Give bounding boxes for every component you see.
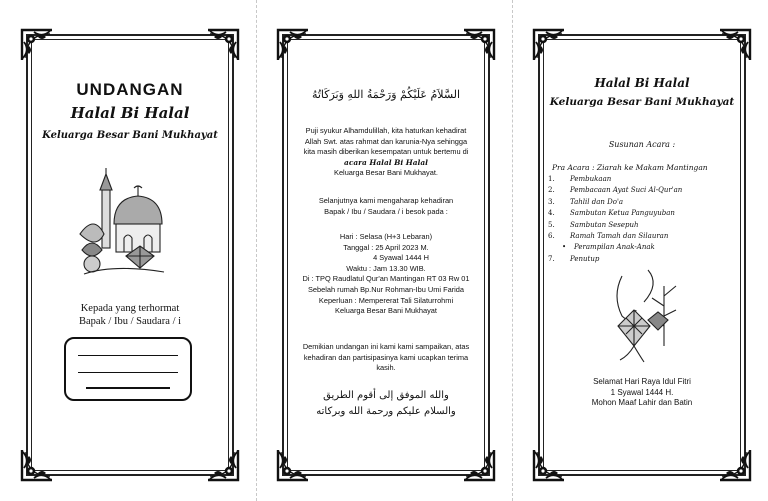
corner-ornament-icon <box>206 28 240 62</box>
agenda-item <box>548 174 728 185</box>
corner-ornament-icon <box>20 448 54 482</box>
schedule-day: Hari : Selasa (H+3 Lebaran) <box>339 232 433 241</box>
agenda-item <box>548 208 728 219</box>
schedule-date: Tanggal : 25 April 2023 M. <box>343 242 429 252</box>
agenda-item-text: Perampilan Anak-Anak <box>574 243 655 252</box>
closing-arabic-line: والسلام عليكم ورحمة الله وبركاته <box>316 406 456 417</box>
letter-closing-line: kasih. <box>376 363 396 373</box>
corner-ornament-icon <box>532 448 566 482</box>
agenda-item-text: Sambutan Ketua Panguyuban <box>570 209 675 218</box>
recipient-label-line1: Kepada yang terhormat <box>80 303 180 314</box>
cover-event-title: Halal Bi Halal <box>70 104 190 122</box>
agenda-item-number: 4. <box>548 209 555 218</box>
letter-intro-line: Puji syukur Alhamdulillah, kita haturkan kehadirat <box>305 126 467 135</box>
agenda-item <box>548 254 728 265</box>
agenda-item <box>548 220 728 231</box>
letter-intro-line: kita masih diberikan kesempatan untuk bertemu di <box>303 147 469 157</box>
address-line <box>78 372 178 373</box>
agenda-item-number: 1. <box>548 175 555 183</box>
corner-ornament-icon <box>718 448 752 482</box>
letter-request-line: Selanjutnya kami mengaharap kehadiran <box>318 196 454 205</box>
agenda-item-text: Pembacaan Ayat Suci Al-Qur'an <box>570 186 683 195</box>
address-line <box>78 355 178 356</box>
agenda-item-text: Tahlil dan Do'a <box>570 197 624 206</box>
letter-intro <box>282 126 490 179</box>
schedule-hijri: 4 Syawal 1444 H <box>373 253 429 263</box>
agenda-item-text: Pembukaan <box>570 175 612 183</box>
agenda-item <box>548 231 728 242</box>
corner-ornament-icon <box>462 28 496 62</box>
schedule-purpose: Keluarga Besar Bani Mukhayat <box>335 306 437 316</box>
agenda-item-number: 2. <box>548 186 555 195</box>
corner-ornament-icon <box>206 448 240 482</box>
agenda-event-title: Halal Bi Halal <box>594 76 690 90</box>
mosque-illustration-icon <box>74 164 178 282</box>
eid-greeting-line: Mohon Maaf Lahir dan Batin <box>591 398 693 407</box>
ketupat-illustration-icon <box>604 266 684 366</box>
agenda-item <box>548 185 728 196</box>
letter-intro-line: acara Halal Bi Halal <box>344 157 428 167</box>
agenda-item-number: 6. <box>548 232 555 241</box>
letter-intro-line: Keluarga Besar Bani Mukhayat. <box>334 168 438 178</box>
agenda-item-number: 5. <box>548 220 555 229</box>
agenda-item-text: Ramah Tamah dan Silauran <box>570 232 669 241</box>
agenda-pre-event: Pra Acara : Ziarah ke Makam Mantingan <box>552 163 708 172</box>
cover-title: UNDANGAN <box>76 80 184 99</box>
agenda-heading: Susunan Acara : <box>608 140 676 149</box>
letter-intro-line: Allah Swt. atas rahmat dan karunia-Nya sehingga <box>304 136 468 146</box>
corner-ornament-icon <box>462 448 496 482</box>
letter-closing-line: kehadiran dan partisipasinya kami ucapkan terima <box>303 352 469 362</box>
letter-closing-line: Demikian undangan ini kami kami sampaikan, atas <box>302 342 470 351</box>
agenda-family-name: Keluarga Besar Bani Mukhayat <box>549 96 735 108</box>
closing-arabic-line: والله الموفق إلى أقوم الطريق <box>323 390 449 401</box>
eid-greeting-line: 1 Syawal 1444 H. <box>610 387 674 397</box>
corner-ornament-icon <box>20 28 54 62</box>
letter-request <box>282 196 490 217</box>
recipient-label-line2: Bapak / Ibu / Saudara / i <box>78 316 182 327</box>
agenda-subitem <box>548 242 728 253</box>
schedule-time: Waktu : Jam 13.30 WIB. <box>346 263 426 273</box>
agenda-item-text: Penutup <box>570 254 600 263</box>
cover-panel <box>0 0 248 501</box>
letter-closing <box>282 342 490 374</box>
corner-ornament-icon <box>276 28 310 62</box>
cover-family-name: Keluarga Besar Bani Mukhayat <box>42 130 218 141</box>
eid-greeting <box>538 377 746 409</box>
letter-panel <box>256 0 504 501</box>
event-schedule <box>282 232 490 317</box>
recipient-label <box>26 302 234 328</box>
address-line <box>86 387 170 389</box>
letter-request-line: Bapak / Ibu / Saudara / i besok pada : <box>324 206 448 216</box>
bullet-icon: • <box>562 243 567 252</box>
agenda-item <box>548 197 728 208</box>
corner-ornament-icon <box>718 28 752 62</box>
agenda-item-number: 3. <box>548 197 555 206</box>
corner-ornament-icon <box>276 448 310 482</box>
schedule-place: Sebelah rumah Bp.Nur Rohman-Ibu Umi Farida <box>307 284 465 294</box>
eid-greeting-line: Selamat Hari Raya Idul Fitri <box>593 377 691 386</box>
salam-arabic: السَّلاَمُ عَلَيْكُمْ وَرَحْمَةُ اللهِ وَبَرَكَاتُهُ <box>311 88 461 101</box>
agenda-item-text: Sambutan Sesepuh <box>570 220 639 229</box>
schedule-purpose: Keperluan : Mempererat Tali Silaturrohmi <box>318 295 454 305</box>
agenda-item-number: 7. <box>548 254 555 263</box>
closing-arabic <box>282 388 490 420</box>
address-box <box>64 337 192 401</box>
schedule-place: Di : TPQ Raudlatul Qur'an Mantingan RT 03 Rw 01 <box>302 274 470 284</box>
agenda-list <box>548 174 728 265</box>
corner-ornament-icon <box>532 28 566 62</box>
